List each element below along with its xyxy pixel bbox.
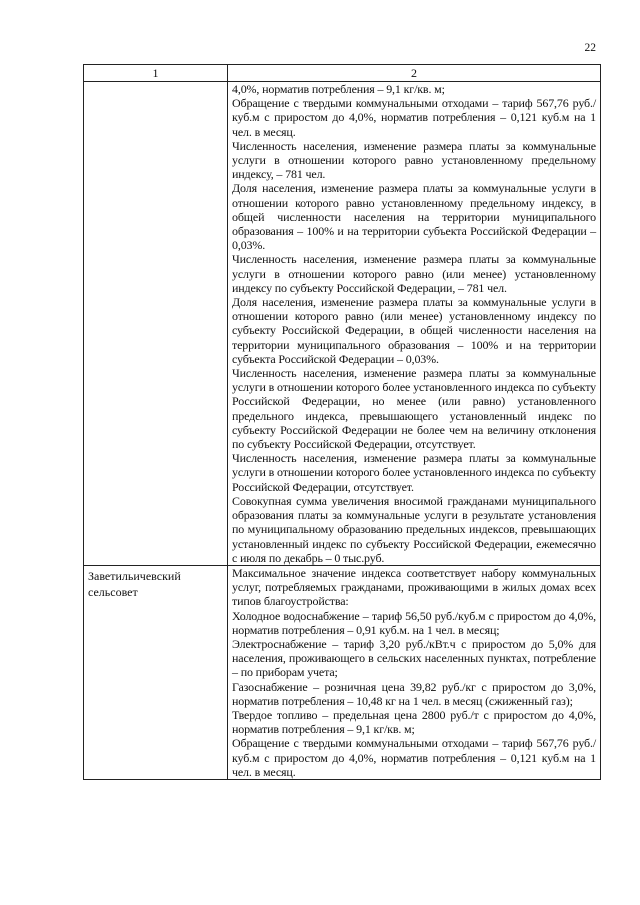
paragraph: Твердое топливо – предельная цена 2800 руб./т с приростом до 4,0%, норматив потребления – 9,1 кг/кв. м; [232, 707, 596, 737]
paragraph: Газоснабжение – розничная цена 39,82 руб./кг с приростом до 3,0%, норматив потребления – 10,48 кг на 1 чел. в месяц (сжиженный газ); [232, 679, 596, 708]
document-table [83, 64, 601, 780]
table-row [84, 565, 601, 779]
table-header-row [84, 65, 601, 82]
paragraph: Обращение с твердыми коммунальными отходами – тариф 567,76 руб./куб.м с приростом до 4,0%, норматив потребления – 0,121 куб.м на 1 чел. в месяц. [232, 736, 596, 779]
paragraph: Численность населения, изменение размера платы за коммунальные услуги в отношении которого равно (или менее) установленному индексу по субъекту Российской Федерации, – 781 чел. [232, 252, 596, 295]
table-row [84, 82, 601, 566]
paragraph: Совокупная сумма увеличения вносимой гражданами муниципального образования платы за коммунальные услуги в результате установления по муниципальному образованию предельных индексов, превышающих установленный индекс по субъекту Российской Федерации, ежемесячно с июля по декабрь – 0 тыс.руб. [232, 493, 596, 565]
paragraph: Численность населения, изменение размера платы за коммунальные услуги в отношении которого более установленного индекса по субъекту Российской Федерации, но менее (или равно) установленного предельного индекса, превышающего установленный индекс по субъекту Российской Федерации не более чем на величину отклонения по субъекту Российской Федерации, отсутствует. [232, 366, 596, 452]
paragraph: Доля населения, изменение размера платы за коммунальные услуги в отношении которого равно установленному предельному индексу, в общей численности населения на территории муниципального образования – 100% и на территории субъекта Российской Федерации – 0,03%. [232, 181, 596, 253]
paragraph: Доля населения, изменение размера платы за коммунальные услуги в отношении которого равно (или менее) установленному индексу по субъекту Российской Федерации, в общей численности населения на территории муниципального образования – 100% и на территории субъекта Российской Федерации – 0,03%. [232, 295, 596, 366]
page-number: 22 [584, 42, 596, 54]
paragraph: 4,0%, норматив потребления – 9,1 кг/кв. м; [232, 82, 445, 96]
paragraph: Максимальное значение индекса соответствует набору коммунальных услуг, потребляемых гражданами, проживающими в жилых домах всех типов благоустройства: [232, 565, 596, 609]
row-2-description [228, 565, 601, 779]
row-1-municipality [84, 82, 228, 566]
row-1-description [228, 82, 601, 566]
paragraph: Численность населения, изменение размера платы за коммунальные услуги в отношении которого равно установленному предельному индексу, – 781 чел. [232, 138, 596, 182]
paragraph: Холодное водоснабжение – тариф 56,50 руб./куб.м с приростом до 4,0%, норматив потребления – 0,91 куб.м. на 1 чел. в месяц; [232, 608, 596, 637]
column-header-1: 1 [84, 65, 228, 82]
column-header-2: 2 [228, 65, 601, 82]
row-2-municipality: Заветильичевский сельсовет [84, 565, 228, 779]
paragraph: Численность населения, изменение размера платы за коммунальные услуги в отношении которого более установленного индекса по субъекту Российской Федерации, отсутствует. [232, 451, 596, 494]
paragraph: Электроснабжение – тариф 3,20 руб./кВт.ч с приростом до 5,0% для населения, проживающего в сельских населенных пунктах, потребление – по приборам учета; [232, 636, 596, 680]
paragraph: Обращение с твердыми коммунальными отходами – тариф 567,76 руб./куб.м с приростом до 4,0%, норматив потребления – 0,121 куб.м на 1 чел. в месяц. [232, 96, 596, 139]
